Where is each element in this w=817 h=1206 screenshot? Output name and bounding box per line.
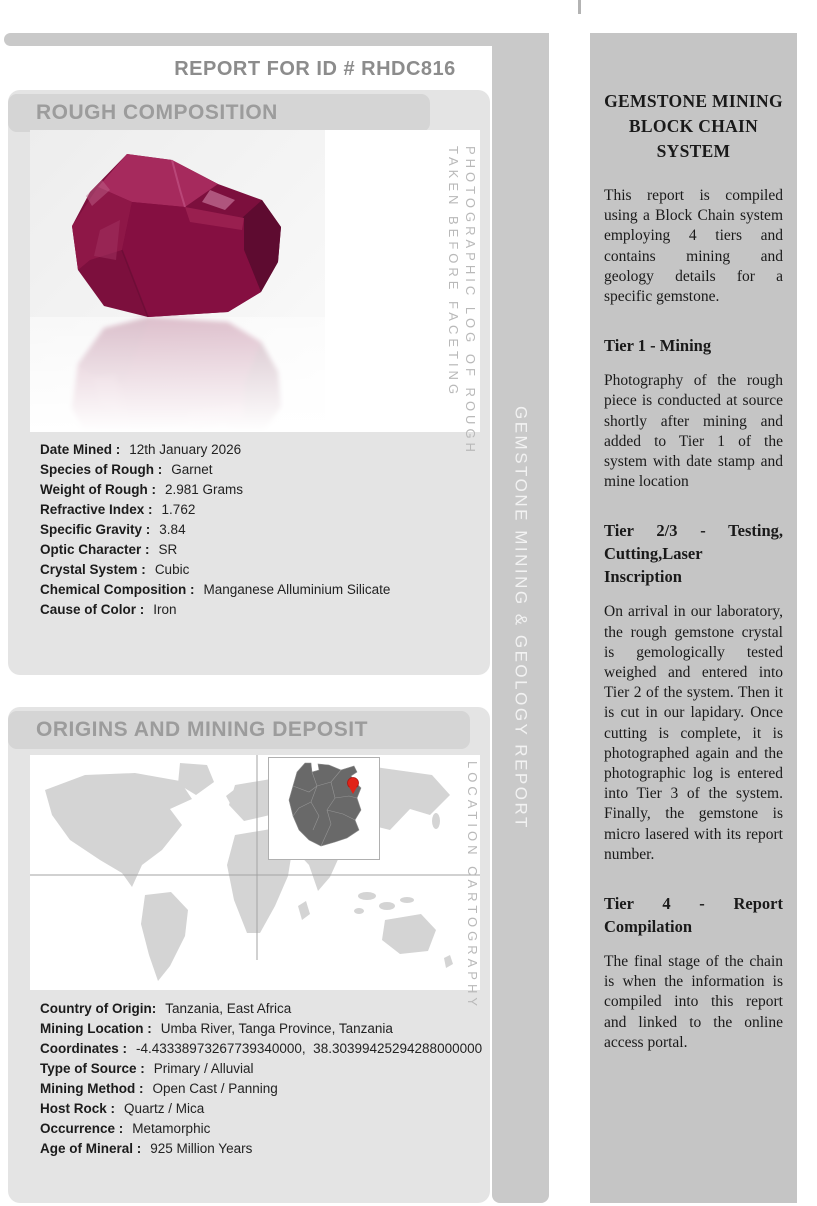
field-row-chemical-composition [40,582,390,602]
tanzania-shape [269,758,379,859]
field-row-occurrence [40,1121,482,1141]
field-row-cause-of-color [40,602,390,622]
rough-gemstone-photo [30,130,325,432]
origins-title: ORIGINS AND MINING DEPOSIT [36,718,368,741]
rough-composition-title: ROUGH COMPOSITION [36,101,278,124]
field-value: Umba River, Tanga Province, Tanzania [160,1021,393,1036]
field-label: Crystal System : [40,562,146,577]
field-value: -4.43338973267739340000, 38.30399425294288000000 [136,1041,483,1056]
field-value: Manganese Alluminium Silicate [203,582,391,597]
field-label: Specific Gravity : [40,522,151,537]
field-label: Date Mined : [40,442,121,457]
sidebar-heading: GEMSTONE MINING BLOCK CHAIN SYSTEM [604,91,783,161]
field-row-country [40,1001,482,1021]
field-row-age-of-mineral [40,1141,482,1161]
field-value: SR [158,542,178,557]
field-row-species [40,462,390,482]
field-row-crystal-system [40,562,390,582]
field-row-weight [40,482,390,502]
field-label: Occurrence : [40,1121,124,1136]
origins-header [8,711,470,749]
field-value: Iron [153,602,177,617]
location-cartography-caption: LOCATION CARTOGRAPHY [465,761,480,1011]
photo-log-caption-line1: PHOTOGRAPHIC LOG OF ROUGH [463,146,478,456]
field-value: Metamorphic [132,1121,211,1136]
field-label: Age of Mineral : [40,1141,142,1156]
origins-card [8,707,490,1203]
page-top-tick [578,0,581,14]
report-side-strip [492,33,549,1203]
blockchain-info-sidebar [590,33,797,1203]
field-value: 2.981 Grams [164,482,244,497]
tier1-body: Photography of the rough piece is conducted at source shortly after mining and added to Tier 1 of the system with date stamp and mine location [604,372,783,491]
tier4-heading: Tier 4 - Report Compilation [604,894,783,937]
tier4-body: The final stage of the chain is when the information is compiled into this report and linked to the online access portal. [604,953,783,1051]
field-value: 3.84 [159,522,186,537]
field-label: Mining Location : [40,1021,152,1036]
rough-fields-list [40,442,390,622]
field-label: Coordinates : [40,1041,128,1056]
field-value: 1.762 [161,502,196,517]
origins-fields-list [40,1001,482,1161]
field-row-mining-location [40,1021,482,1041]
field-label: Weight of Rough : [40,482,156,497]
tanzania-inset-map [268,757,380,860]
field-row-mining-method [40,1081,482,1101]
rough-composition-card [8,90,490,675]
field-row-date-mined [40,442,390,462]
tier23-body: On arrival in our laboratory, the rough gemstone crystal is gemologically tested weighed and entered into Tier 2 of the system. Then it is cut in our lapidary. Once cutting is complete, it is photographed again and the photographic log is entered into Tier 3 of the system. Finally, the gemstone is micro lasered with its report number. [604,603,783,863]
report-id-title: REPORT FOR ID # RHDC816 [174,58,456,80]
field-value: 925 Million Years [150,1141,253,1156]
sidebar-intro: This report is compiled using a Block Chain system employing 4 tiers and contains mining and geology details for a specific gemstone. [604,187,783,306]
rough-composition-header [8,94,430,132]
field-row-coordinates [40,1041,482,1061]
field-row-optic-character [40,542,390,562]
field-row-specific-gravity [40,522,390,542]
field-value: Quartz / Mica [124,1101,205,1116]
field-label: Species of Rough : [40,462,163,477]
photo-log-caption-line2: TAKEN BEFORE FACETING [446,146,461,399]
field-value: Cubic [154,562,190,577]
world-map [30,755,480,990]
field-label: Country of Origin: [40,1001,157,1016]
field-label: Mining Method : [40,1081,144,1096]
field-label: Host Rock : [40,1101,116,1116]
field-label: Refractive Index : [40,502,153,517]
tier1-heading: Tier 1 - Mining [604,336,712,356]
page-top-bar [4,33,549,46]
tier23-heading: Tier 2/3 - Testing, Cutting,Laser Inscription [604,521,783,587]
field-value: Open Cast / Panning [152,1081,278,1096]
field-row-type-of-source [40,1061,482,1081]
field-label: Cause of Color : [40,602,145,617]
field-value: Tanzania, East Africa [165,1001,292,1016]
side-strip-label: GEMSTONE MINING & GEOLOGY REPORT [511,406,531,830]
field-row-refractive-index [40,502,390,522]
field-row-host-rock [40,1101,482,1121]
field-label: Chemical Composition : [40,582,195,597]
field-value: Primary / Alluvial [153,1061,254,1076]
field-value: Garnet [171,462,213,477]
field-label: Type of Source : [40,1061,145,1076]
photo-log-caption [444,130,478,456]
field-label: Optic Character : [40,542,150,557]
field-value: 12th January 2026 [129,442,242,457]
